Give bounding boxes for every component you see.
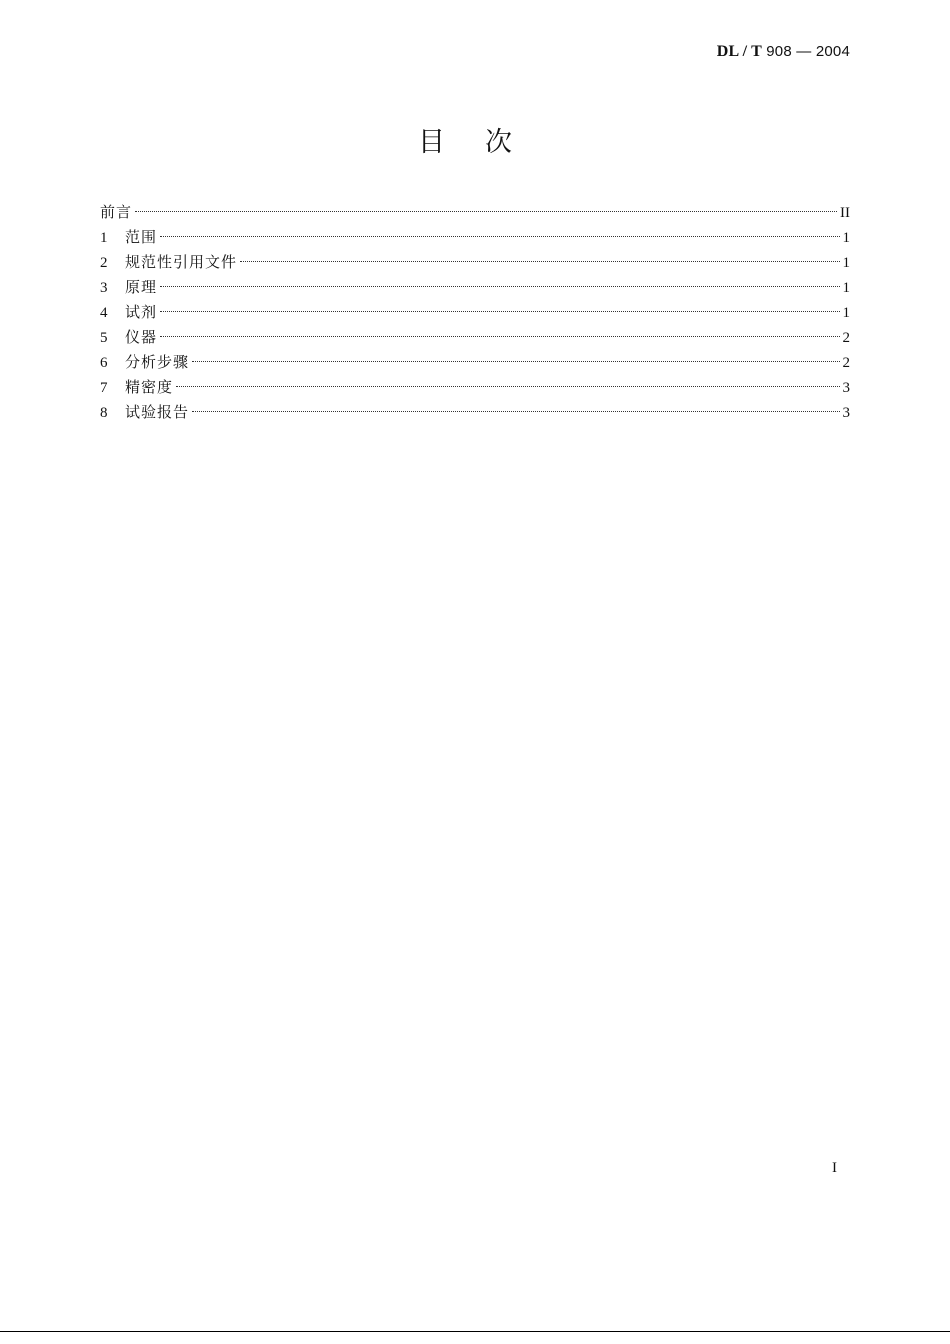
toc-entry-label: 试验报告 [125,403,190,421]
toc-entry-principle[interactable] [100,275,850,300]
toc-entry-number: 3 [100,280,108,296]
dot-leader [240,261,839,262]
toc-entry-number: 8 [100,405,108,421]
toc-entry-number: 2 [100,255,108,271]
toc-entry-label: 仪器 [125,328,158,346]
dot-leader [176,386,839,387]
toc-entry-number: 5 [100,330,108,346]
toc-entry-label: 试剂 [125,303,158,321]
page-title: 目次 [418,127,552,158]
dot-leader [192,361,839,362]
toc-entry-page: 1 [842,305,850,321]
toc-entry-label: 精密度 [125,378,174,396]
toc-entry-test-report[interactable] [100,400,850,425]
toc-entry-page: 2 [842,330,850,346]
toc-entry-precision[interactable] [100,375,850,400]
toc-entry-label: 分析步骤 [125,353,190,371]
toc-entry-page: 3 [842,405,850,421]
dot-leader [160,311,839,312]
dot-leader [160,286,839,287]
dot-leader [160,236,839,237]
toc-entry-label: 原理 [125,278,158,296]
toc-entry-label: 范围 [125,228,158,246]
toc-entry-reagents[interactable] [100,300,850,325]
toc-entry-page: 1 [842,230,850,246]
toc-entry-number: 4 [100,305,108,321]
standard-number: 908 — 2004 [766,43,850,60]
toc-entry-number: 6 [100,355,108,371]
standard-code: DL / T [716,43,763,60]
toc-entry-page: II [840,205,850,221]
toc-entry-number: 7 [100,380,108,396]
toc-entry-scope[interactable] [100,225,850,250]
toc-entry-foreword[interactable] [100,200,850,225]
toc-entry-page: 1 [842,280,850,296]
standard-number-header [717,43,850,61]
toc-entry-page: 3 [842,380,850,396]
dot-leader [192,411,839,412]
dot-leader [160,336,839,337]
table-of-contents [100,200,850,425]
page-number: I [832,1160,837,1176]
bottom-divider [0,1331,950,1332]
toc-entry-page: 2 [842,355,850,371]
dot-leader [135,211,837,212]
toc-entry-label: 规范性引用文件 [125,253,238,271]
toc-entry-page: 1 [842,255,850,271]
toc-entry-normative-references[interactable] [100,250,850,275]
toc-entry-apparatus[interactable] [100,325,850,350]
toc-entry-number: 1 [100,230,108,246]
toc-entry-label: 前言 [100,203,133,221]
toc-entry-procedure[interactable] [100,350,850,375]
